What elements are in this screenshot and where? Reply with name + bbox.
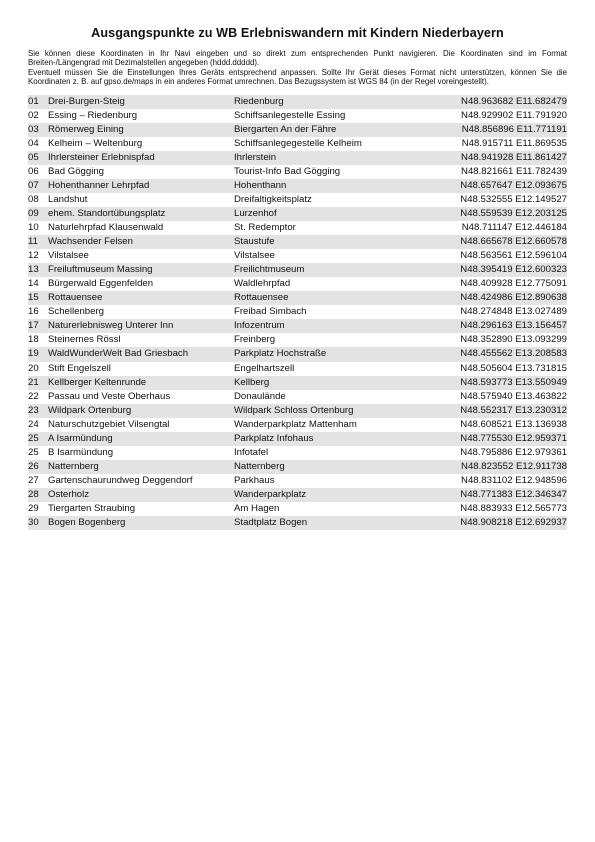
coordinates: N48.575940 E13.463822 <box>460 390 567 402</box>
row-number: 02 <box>28 109 39 121</box>
table-row <box>28 418 567 432</box>
route-name: Essing – Riedenburg <box>48 109 138 121</box>
coordinates: N48.455562 E13.208583 <box>438 347 567 361</box>
table-row <box>28 291 567 305</box>
coordinates: N48.505604 E13.731815 <box>460 362 567 374</box>
coordinates: N48.665678 E12.660578 <box>438 235 567 249</box>
row-number: 09 <box>28 207 48 221</box>
intro-text <box>28 49 567 87</box>
start-point: Engelhartszell <box>234 362 295 374</box>
route-name: Bürgerwald Eggenfelden <box>48 278 154 290</box>
row-number: 14 <box>28 278 39 290</box>
table-row <box>28 207 567 221</box>
row-number: 27 <box>28 474 39 486</box>
table-row <box>28 390 567 404</box>
coordinates: N48.552317 E13.230312 <box>438 404 567 418</box>
table-row <box>28 516 567 530</box>
route-name: Schellenberg <box>48 306 105 318</box>
coordinates: N48.775530 E12.959371 <box>438 432 567 446</box>
route-name: Naturerlebnisweg Unterer Inn <box>48 319 234 333</box>
coordinates: N48.795886 E12.979361 <box>460 446 567 458</box>
table-row <box>28 137 567 151</box>
table-row <box>28 109 567 123</box>
coordinates: N48.823552 E12.911738 <box>438 460 567 474</box>
table-row <box>28 249 567 263</box>
start-point: Riedenburg <box>234 95 438 109</box>
page-title: Ausgangspunkte zu WB Erlebniswandern mit Kindern Niederbayern <box>91 26 504 40</box>
start-point: St. Redemptor <box>234 222 296 234</box>
row-number: 04 <box>28 137 39 149</box>
coordinates: N48.941928 E11.861427 <box>438 151 567 165</box>
start-point: Natternberg <box>234 460 438 474</box>
route-name: Wachsender Felsen <box>48 235 234 249</box>
coordinates: N48.831102 E12.948596 <box>461 474 567 486</box>
table-row <box>28 362 567 376</box>
intro-paragraph: Sie können diese Koordinaten in Ihr Navi eingeben und so direkt zum entsprechenden Punkt navigieren. Die Koordinaten sind im Format Breiten-/Längengrad mit Dezimalstellen angegeben (hddd.ddddd). <box>28 49 567 68</box>
start-point: Kellberg <box>234 376 438 390</box>
start-point: Lurzenhof <box>234 207 438 221</box>
coordinates: N48.963682 E11.682479 <box>438 95 567 109</box>
coordinates: N48.929902 E11.791920 <box>461 109 567 121</box>
row-number: 30 <box>28 516 48 530</box>
start-point: Schiffsanlegestelle Essing <box>234 109 346 121</box>
table-row <box>28 319 567 333</box>
row-number: 06 <box>28 165 39 177</box>
row-number: 12 <box>28 250 39 262</box>
coordinates: N48.424986 E12.890638 <box>438 291 567 305</box>
route-name: Natternberg <box>48 460 234 474</box>
row-number: 28 <box>28 488 48 502</box>
start-point: Parkhaus <box>234 474 275 486</box>
start-point: Infozentrum <box>234 319 438 333</box>
start-point: Wanderparkplatz Mattenham <box>234 418 357 430</box>
coordinates: N48.657647 E12.093675 <box>438 179 567 193</box>
start-point: Vilstalsee <box>234 250 275 262</box>
coordinates: N48.771383 E12.346347 <box>438 488 567 502</box>
table-row <box>28 488 567 502</box>
row-number: 23 <box>28 404 48 418</box>
start-point: Stadtplatz Bogen <box>234 516 438 530</box>
table-row <box>28 446 567 460</box>
start-point: Biergarten An der Fähre <box>234 123 438 137</box>
coordinates: N48.559539 E12.203125 <box>438 207 567 221</box>
start-point: Infotafel <box>234 446 269 458</box>
start-point: Donaulände <box>234 390 286 402</box>
route-name: Römerweg Eining <box>48 123 234 137</box>
intro-paragraph: Eventuell müssen Sie die Einstellungen Ihres Geräts entsprechend anpassen. Sollte Ihr Gerät dieses Format nicht unterstützen, können Sie die Koordinaten z. B. auf gpso.de/maps in ein anderes Format umrechnen. Das Bezugssystem ist WGS 84 (in der Regel voreingestellt). <box>28 67 567 87</box>
route-name: Bad Gögging <box>48 165 105 177</box>
coordinates: N48.593773 E13.550949 <box>438 376 567 390</box>
coordinates: N48.821661 E11.782439 <box>461 165 567 177</box>
start-point: Freibad Simbach <box>234 306 307 318</box>
start-point: Waldlehrpfad <box>234 278 291 290</box>
table-row <box>28 432 567 446</box>
route-name: A Isarmündung <box>48 432 234 446</box>
coordinates: N48.532555 E12.149527 <box>460 193 567 205</box>
route-name: Landshut <box>48 193 88 205</box>
table-row <box>28 305 567 319</box>
coordinates: N48.563561 E12.596104 <box>460 250 567 262</box>
start-point: Dreifaltigkeitsplatz <box>234 193 312 205</box>
coordinates: N48.856896 E11.771191 <box>438 123 567 137</box>
table-row <box>28 193 567 207</box>
table-row <box>28 333 567 347</box>
route-name: Naturschutzgebiet Vilsengtal <box>48 418 170 430</box>
table-row <box>28 404 567 418</box>
route-name: Passau und Veste Oberhaus <box>48 390 171 402</box>
route-name: Freiluftmuseum Massing <box>48 263 234 277</box>
route-name: Osterholz <box>48 488 234 502</box>
coordinates: N48.352890 E13.093299 <box>460 334 567 346</box>
table-row <box>28 151 567 165</box>
coordinates: N48.274848 E13.027489 <box>460 306 567 318</box>
start-point: Parkplatz Infohaus <box>234 432 438 446</box>
row-number: 25 <box>28 432 48 446</box>
route-name: Kellberger Keltenrunde <box>48 376 234 390</box>
coordinates: N48.711147 E12.446184 <box>461 222 567 234</box>
coordinates: N48.409928 E12.775091 <box>460 278 567 290</box>
table-row <box>28 474 567 488</box>
row-number: 24 <box>28 418 39 430</box>
start-point: Wildpark Schloss Ortenburg <box>234 404 438 418</box>
start-point: Tourist-Info Bad Gögging <box>234 165 341 177</box>
table-row <box>28 235 567 249</box>
table-row <box>28 263 567 277</box>
table-row <box>28 277 567 291</box>
route-name: Stift Engelszell <box>48 362 111 374</box>
route-name: WaldWunderWelt Bad Griesbach <box>48 347 234 361</box>
coordinates: N48.296163 E13.156457 <box>438 319 567 333</box>
table-row <box>28 460 567 474</box>
table-row <box>28 502 567 516</box>
start-point: Rottauensee <box>234 291 438 305</box>
start-point: Parkplatz Hochstraße <box>234 347 438 361</box>
row-number: 01 <box>28 95 48 109</box>
start-point: Freinberg <box>234 334 276 346</box>
row-number: 08 <box>28 193 39 205</box>
row-number: 03 <box>28 123 48 137</box>
row-number: 11 <box>28 235 48 249</box>
route-name: Gartenschaurundweg Deggendorf <box>48 474 193 486</box>
table-row <box>28 376 567 390</box>
coordinates-table <box>28 95 567 530</box>
route-name: Steinernes Rössl <box>48 334 121 346</box>
row-number: 20 <box>28 362 39 374</box>
row-number: 26 <box>28 460 48 474</box>
row-number: 19 <box>28 347 48 361</box>
table-row <box>28 123 567 137</box>
start-point: Ihrlerstein <box>234 151 438 165</box>
row-number: 07 <box>28 179 48 193</box>
start-point: Am Hagen <box>234 503 280 514</box>
coordinates: N48.908218 E12.692937 <box>438 516 567 530</box>
table-row <box>28 165 567 179</box>
coordinates: N48.395419 E12.600323 <box>438 263 567 277</box>
row-number: 13 <box>28 263 48 277</box>
row-number: 10 <box>28 222 39 234</box>
table-row <box>28 221 567 235</box>
route-name: Rottauensee <box>48 291 234 305</box>
route-name: Bogen Bogenberg <box>48 516 234 530</box>
row-number: 15 <box>28 291 48 305</box>
table-row <box>28 95 567 109</box>
row-number: 18 <box>28 334 39 346</box>
route-name: Drei-Burgen-Steig <box>48 95 234 109</box>
table-row <box>28 179 567 193</box>
route-name: B Isarmündung <box>48 446 114 458</box>
start-point: Wanderparkplatz <box>234 488 438 502</box>
row-number: 25 <box>28 446 39 458</box>
start-point: Freilichtmuseum <box>234 263 438 277</box>
coordinates: N48.608521 E13.136938 <box>460 418 567 430</box>
start-point: Hohenthann <box>234 179 438 193</box>
coordinates: N48.883933 E12.565773 <box>460 503 567 514</box>
route-name: Vilstalsee <box>48 250 89 262</box>
row-number: 17 <box>28 319 48 333</box>
start-point: Staustufe <box>234 235 438 249</box>
row-number: 22 <box>28 390 39 402</box>
coordinates: N48.915711 E11.869535 <box>461 137 567 149</box>
row-number: 05 <box>28 151 48 165</box>
row-number: 29 <box>28 503 39 514</box>
row-number: 16 <box>28 306 39 318</box>
route-name: Hohenthanner Lehrpfad <box>48 179 234 193</box>
route-name: Kelheim – Weltenburg <box>48 137 143 149</box>
route-name: Tiergarten Straubing <box>48 503 136 514</box>
route-name: ehem. Standortübungsplatz <box>48 207 234 221</box>
route-name: Naturlehrpfad Klausenwald <box>48 222 164 234</box>
route-name: Wildpark Ortenburg <box>48 404 234 418</box>
row-number: 21 <box>28 376 48 390</box>
route-name: Ihrlersteiner Erlebnispfad <box>48 151 234 165</box>
table-row <box>28 347 567 361</box>
start-point: Schiffsanlegegestelle Kelheim <box>234 137 362 149</box>
